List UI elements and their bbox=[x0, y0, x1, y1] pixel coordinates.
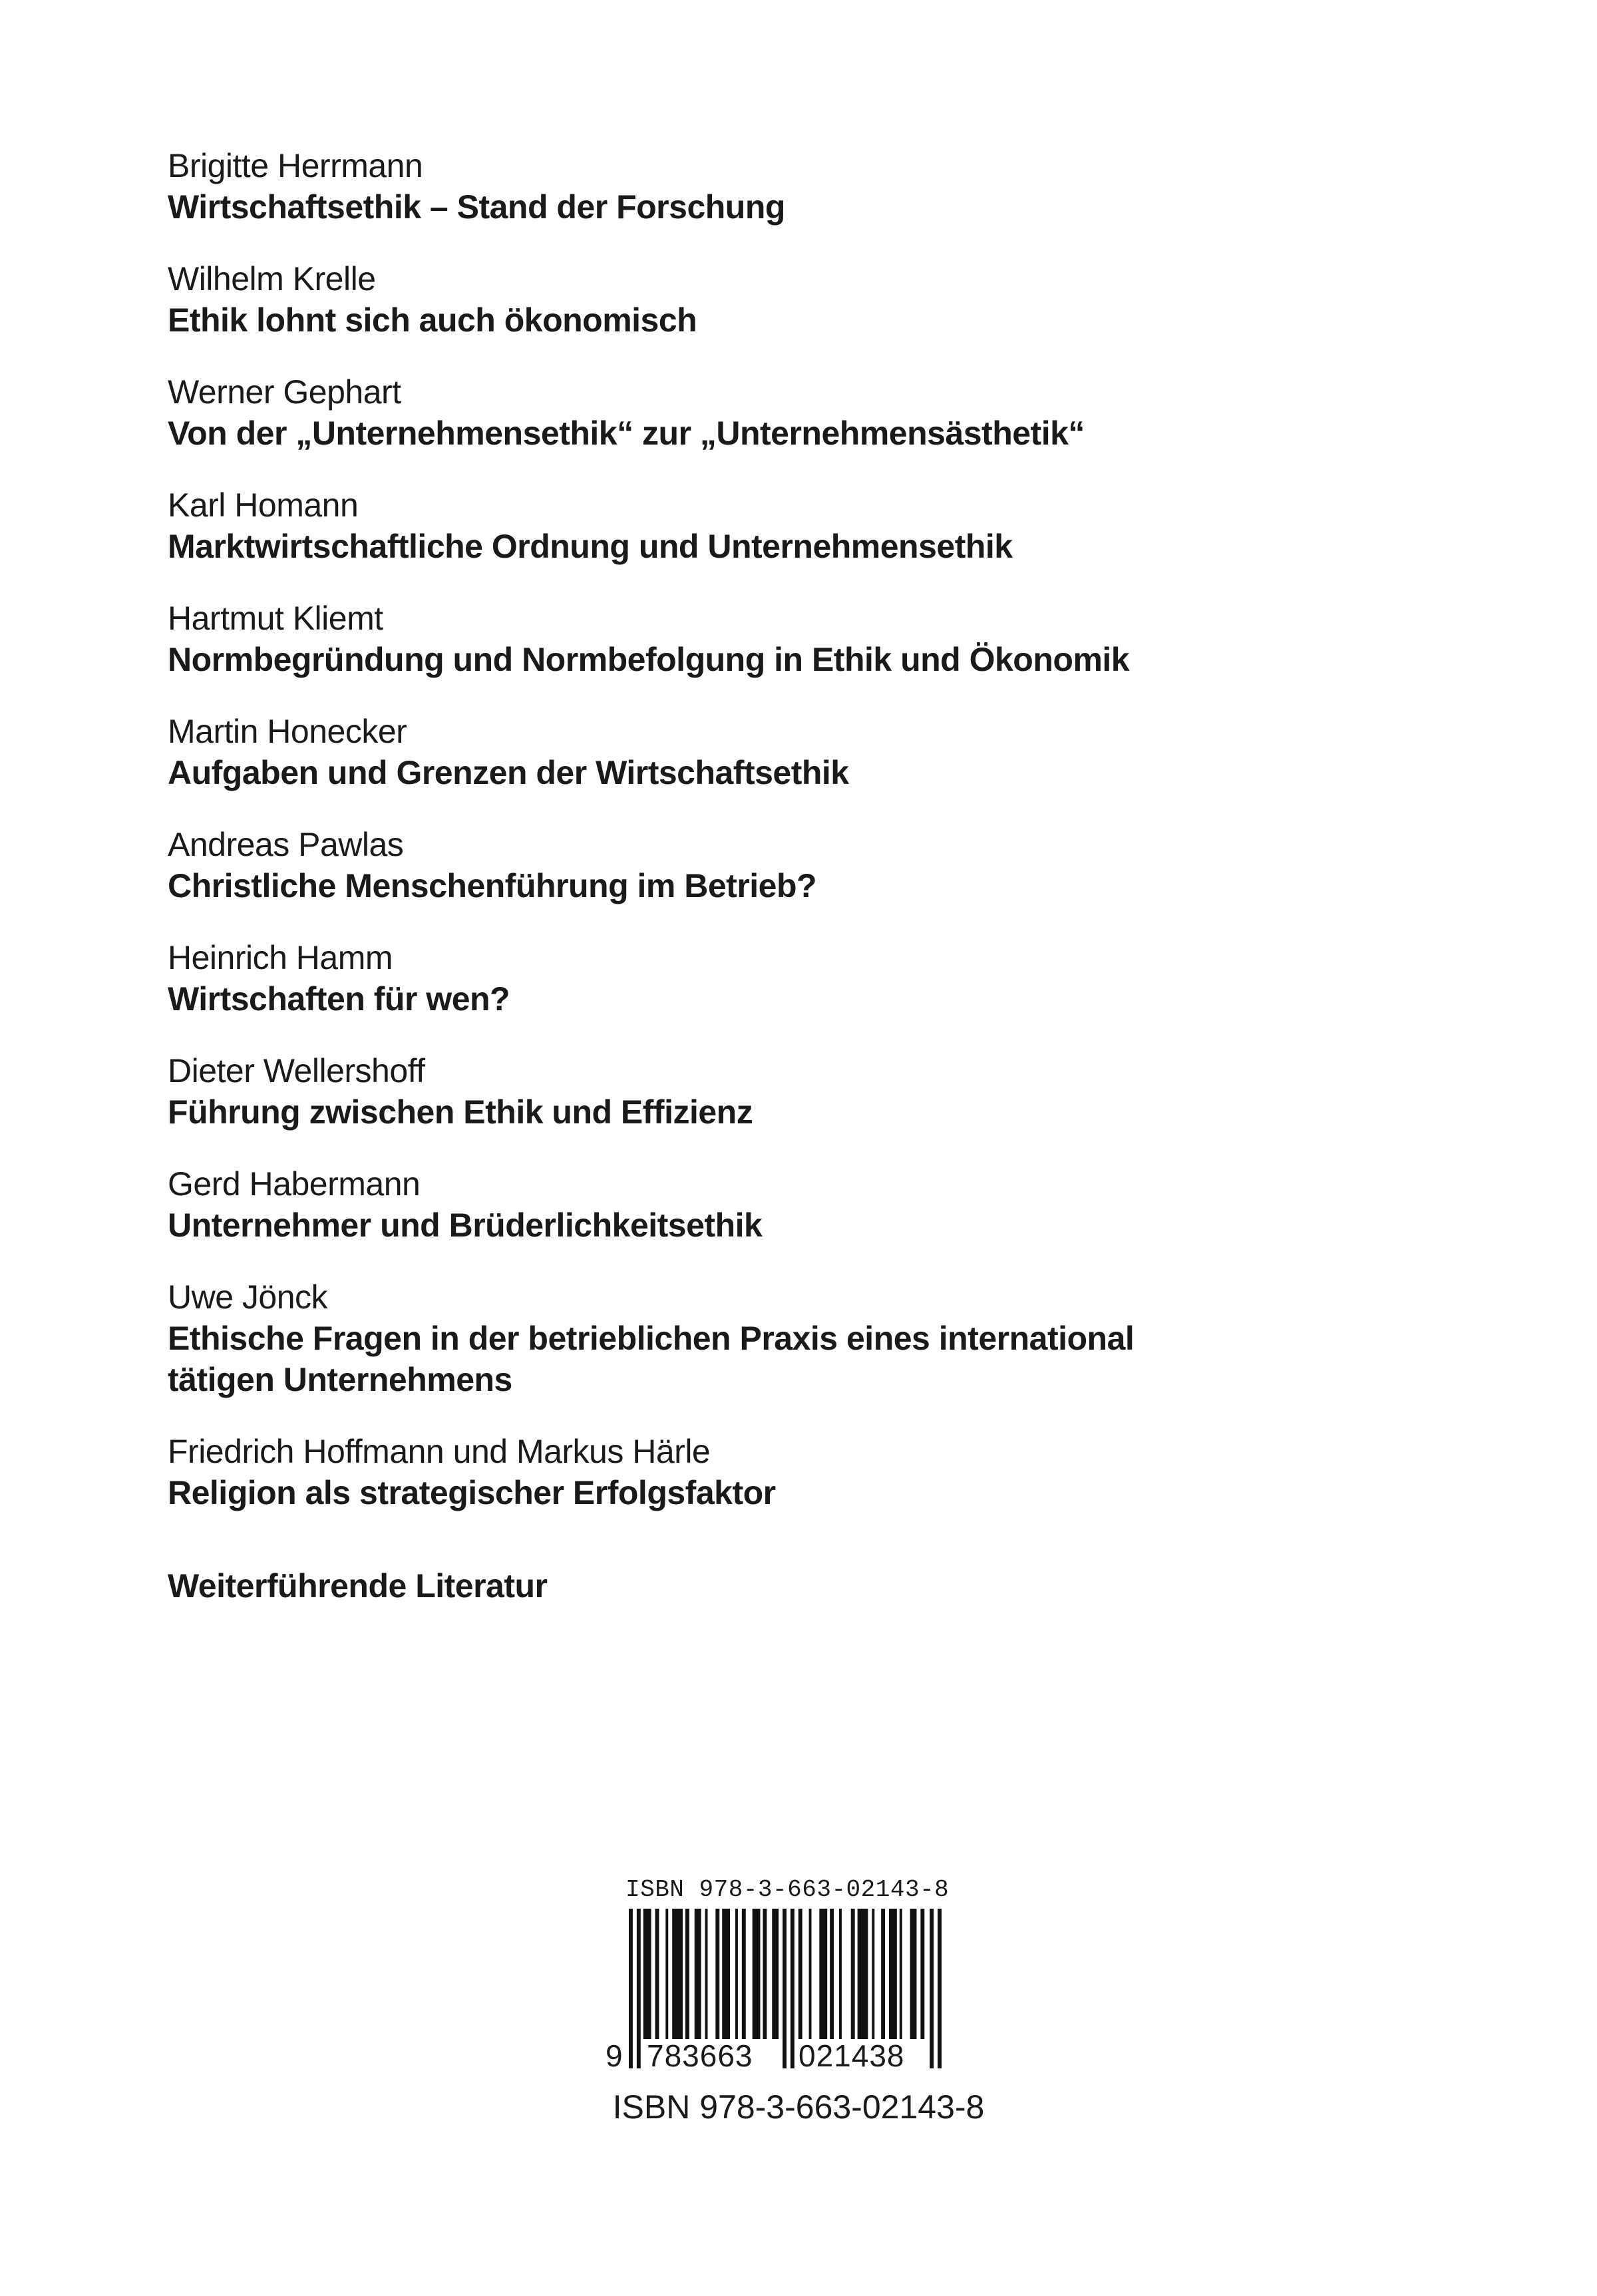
barcode-bar bbox=[722, 1909, 730, 2039]
entry-author: Karl Homann bbox=[168, 486, 359, 524]
entry-title: Wirtschaftsethik – Stand der Forschung bbox=[168, 188, 785, 226]
entry-title: Ethische Fragen in der betrieblichen Praxis eines international bbox=[168, 1320, 1135, 1357]
barcode-bar bbox=[783, 1909, 787, 2068]
entry-author: Gerd Habermann bbox=[168, 1165, 421, 1203]
barcode-bar bbox=[938, 1909, 942, 2068]
ean-left-digits: 783663 bbox=[647, 2038, 753, 2073]
entry-author: Andreas Pawlas bbox=[168, 826, 404, 863]
barcode-bar bbox=[819, 1909, 827, 2039]
barcode-bar bbox=[791, 1909, 795, 2068]
barcode-bar bbox=[851, 1909, 855, 2039]
isbn-barcode-block bbox=[599, 1877, 998, 2130]
barcode-bar bbox=[872, 1909, 874, 2039]
ean-first-digit: 9 bbox=[606, 2038, 623, 2073]
barcode-bar bbox=[735, 1909, 738, 2039]
contents-entry bbox=[168, 711, 1432, 793]
entry-author: Dieter Wellershoff bbox=[168, 1052, 425, 1089]
barcode-bar bbox=[858, 1909, 868, 2039]
isbn-bottom-label: ISBN 978-3-663-02143-8 bbox=[612, 2088, 985, 2126]
contents-entry bbox=[168, 1276, 1432, 1400]
barcode-bar bbox=[920, 1909, 924, 2039]
barcode-bar bbox=[705, 1909, 708, 2039]
entry-title: Christliche Menschenführung im Betrieb? bbox=[168, 867, 817, 904]
barcode-bar bbox=[629, 1909, 633, 2068]
entry-author: Uwe Jönck bbox=[168, 1278, 328, 1316]
contents-entry bbox=[168, 258, 1432, 341]
barcode-bar bbox=[695, 1909, 701, 2039]
barcode-bar bbox=[900, 1909, 902, 2039]
barcode-bar bbox=[930, 1909, 934, 2068]
entry-author: Heinrich Hamm bbox=[168, 939, 393, 976]
barcode-bar bbox=[672, 1909, 683, 2039]
entry-title: Religion als strategischer Erfolgsfaktor bbox=[168, 1474, 776, 1511]
entry-author: Friedrich Hoffmann und Markus Härle bbox=[168, 1433, 711, 1470]
entry-title-line2: tätigen Unternehmens bbox=[168, 1361, 512, 1398]
contents-entry bbox=[168, 484, 1432, 567]
entry-author: Wilhelm Krelle bbox=[168, 260, 376, 297]
contents-entry bbox=[168, 1163, 1432, 1246]
barcode-bar bbox=[798, 1909, 802, 2039]
entry-author: Hartmut Kliemt bbox=[168, 600, 383, 637]
entry-title: Von der „Unternehmensethik“ zur „Unternehmensästhetik“ bbox=[168, 415, 1085, 452]
entry-title: Führung zwischen Ethik und Effizienz bbox=[168, 1093, 753, 1131]
contents-entry bbox=[168, 1050, 1432, 1133]
barcode-bar bbox=[910, 1909, 917, 2039]
further-reading-heading: Weiterführende Literatur bbox=[168, 1567, 548, 1605]
barcode-bar bbox=[685, 1909, 689, 2039]
barcode-bar bbox=[889, 1909, 897, 2039]
barcode-bar bbox=[643, 1909, 651, 2039]
barcode-bar bbox=[715, 1909, 719, 2039]
barcode-bar bbox=[665, 1909, 668, 2039]
contents-entry bbox=[168, 937, 1432, 1020]
barcode-bar bbox=[839, 1909, 842, 2039]
barcode-bar bbox=[830, 1909, 834, 2039]
barcode-bar bbox=[637, 1909, 641, 2068]
barcode-bar bbox=[742, 1909, 746, 2039]
barcode-bar bbox=[809, 1909, 812, 2039]
barcode-bar bbox=[772, 1909, 779, 2039]
entry-title: Unternehmer und Brüderlichkeitsethik bbox=[168, 1207, 763, 1244]
entry-title: Marktwirtschaftliche Ordnung und Unternehmensethik bbox=[168, 528, 1013, 565]
contents-entry bbox=[168, 145, 1432, 228]
barcode-bar bbox=[881, 1909, 885, 2039]
contents-entry bbox=[168, 598, 1432, 680]
entry-title: Normbegründung und Normbefolgung in Ethik und Ökonomik bbox=[168, 641, 1130, 678]
entry-author: Brigitte Herrmann bbox=[168, 147, 423, 184]
contents-entry bbox=[168, 371, 1432, 454]
entry-author: Martin Honecker bbox=[168, 713, 407, 750]
entry-author: Werner Gephart bbox=[168, 373, 401, 411]
entry-title: Ethik lohnt sich auch ökonomisch bbox=[168, 301, 697, 339]
barcode-bar bbox=[763, 1909, 767, 2039]
contents-entry bbox=[168, 824, 1432, 906]
contents-list bbox=[168, 145, 1432, 1607]
entry-title: Aufgaben und Grenzen der Wirtschaftsethik bbox=[168, 754, 849, 791]
entry-title: Wirtschaften für wen? bbox=[168, 980, 510, 1018]
contents-entry bbox=[168, 1431, 1432, 1513]
ean-right-digits: 021438 bbox=[798, 2038, 905, 2073]
barcode-bar bbox=[753, 1909, 761, 2039]
barcode-bar bbox=[655, 1909, 659, 2039]
isbn-top-label: ISBN 978-3-663-02143-8 bbox=[625, 1876, 950, 1903]
